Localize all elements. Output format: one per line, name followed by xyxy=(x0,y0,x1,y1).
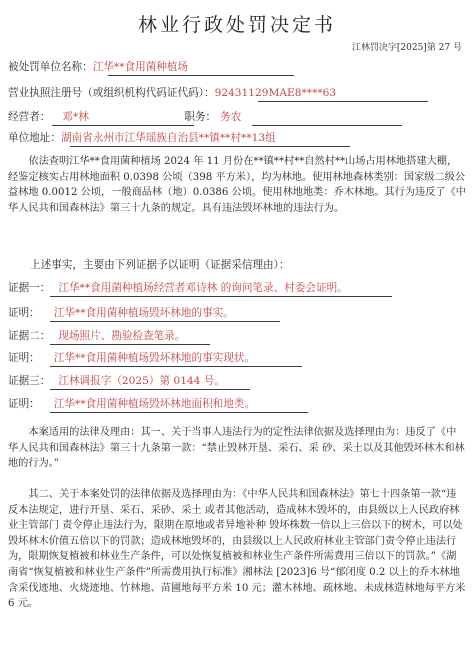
evidence-underline xyxy=(50,344,210,345)
evidence-underline xyxy=(50,389,250,390)
law-paragraph-2: 其二、关于本案处罚的法律依据及选择理由为：《中华人民共和国森林法》第七十四条第一款“违反本法规定，进行开垦、采石、采砂、采土 或者其他活动，造成林木毁坏的，由县级以上人民政府林业主管部门 责令停止违法行为，限期在原地或者异地补种 毁坏株数一倍以上三倍以下的树木，可以处毁坏林木价值五倍以下的罚款；造成林地毁坏的，由县级以上人民政府林业主管部门责令停止违法行为，限期恢复植被和林业生产条件，可以处恢复植被和林业生产条件所需费用三倍以下的罚款。”《湖南省“恢复植被和林业生产条件”所需费用执行标准》湘林法 [2023]6 号“郁闭度 0.2 以上的乔木林地含采伐迹地、火烧迹地、竹林地、苗圃地每平方米 10 元；灌木林地、疏林地、未成林造林地每平方米 6 元。 xyxy=(8,489,466,610)
evidence-label: 证明： xyxy=(8,352,40,364)
evidence-underline xyxy=(50,296,392,297)
party-name-underline xyxy=(108,75,294,76)
evidence-value: 江华**食用菌种植场经营者邓诗林 的询问笔录、村委会证明。 xyxy=(58,282,348,294)
evidence-underline xyxy=(50,412,308,413)
position-value: 务农 xyxy=(220,111,242,123)
evidence-underline xyxy=(50,321,280,322)
party-name-label: 被处罚单位名称： xyxy=(8,61,93,73)
evidence-row xyxy=(8,351,255,365)
license-row xyxy=(8,86,336,100)
operator-row xyxy=(8,110,241,124)
evidence-label: 证据二： xyxy=(8,330,51,342)
evidence-label: 证据三： xyxy=(8,375,51,387)
license-label: 营业执照注册号（或组织机构代码证代码）： xyxy=(8,87,215,99)
party-name-row xyxy=(8,60,188,74)
law-paragraph-1: 本案适用的法律及理由：其一、关于当事人违法行为的定性法律依据及选择理由为：违反了《中华人民共和国森林法》第三十九条第一款：“禁止毁林开垦、采石、采 砂、采土以及其他毁坏林木和林地的行为。” xyxy=(8,427,465,470)
evidence-value: 现场照片、勘验检查笔录。 xyxy=(58,330,186,342)
evidence-label: 证明： xyxy=(8,398,40,410)
evidence-row xyxy=(8,397,255,411)
address-label: 单位地址： xyxy=(8,132,61,144)
position-label: 职务： xyxy=(184,111,217,123)
evidence-row xyxy=(8,374,225,388)
address-row xyxy=(8,131,276,145)
document-title: 林业行政处罚决定书 xyxy=(137,14,336,36)
evidence-label: 证明： xyxy=(8,307,40,319)
address-value: 湖南省永州市江华瑶族自治县**镇**村**13组 xyxy=(60,132,276,144)
evidence-value: 江华**食用菌种植场毁坏林地的事实现状。 xyxy=(53,352,256,364)
operator-value: 邓*林 xyxy=(62,111,89,123)
evidence-row xyxy=(8,329,186,343)
license-underline xyxy=(258,101,428,102)
license-value: 92431129MAE8****63 xyxy=(214,87,337,99)
evidence-value: 江林调报字（2025）第 0144 号。 xyxy=(58,375,225,387)
operator-label: 经营者： xyxy=(8,111,51,123)
address-underline xyxy=(70,146,350,147)
evidence-underline xyxy=(50,366,302,367)
evidence-label: 证据一： xyxy=(8,282,51,294)
position-underline xyxy=(252,125,402,126)
party-name-value: 江华**食用菌种植场 xyxy=(92,61,189,73)
operator-underline xyxy=(52,125,194,126)
evidence-row xyxy=(8,306,234,320)
document-number: 江林罚决字[2025]第 27 号 xyxy=(351,43,462,53)
evidence-value: 江华**食用菌种植场毁坏林地的事实。 xyxy=(53,307,234,319)
facts-paragraph: 依法查明江华**食用菌种植场 2024 年 11 月份在**镇**村**自然村**山场占用林地搭建大棚，经鉴定核实占用林地面积 0.0398 公顷（398 平方米），均为林地。使用林地森林类别：国家级二级公益林地 0.0012 公顷，一般商品林（地）0.0386 公顷。使用林地地类：乔木林地。其行为违反了《中华人民共和国森林法》第三十九条的规定。具有违法毁坏林地的违法行为。 xyxy=(8,156,466,214)
evidence-intro: 上述事实，主要由下列证据予以证明（证据采信理由）： xyxy=(30,259,290,271)
evidence-value: 江华**食用菌种植场毁坏林地面积和地类。 xyxy=(53,398,256,410)
evidence-row xyxy=(8,281,348,295)
